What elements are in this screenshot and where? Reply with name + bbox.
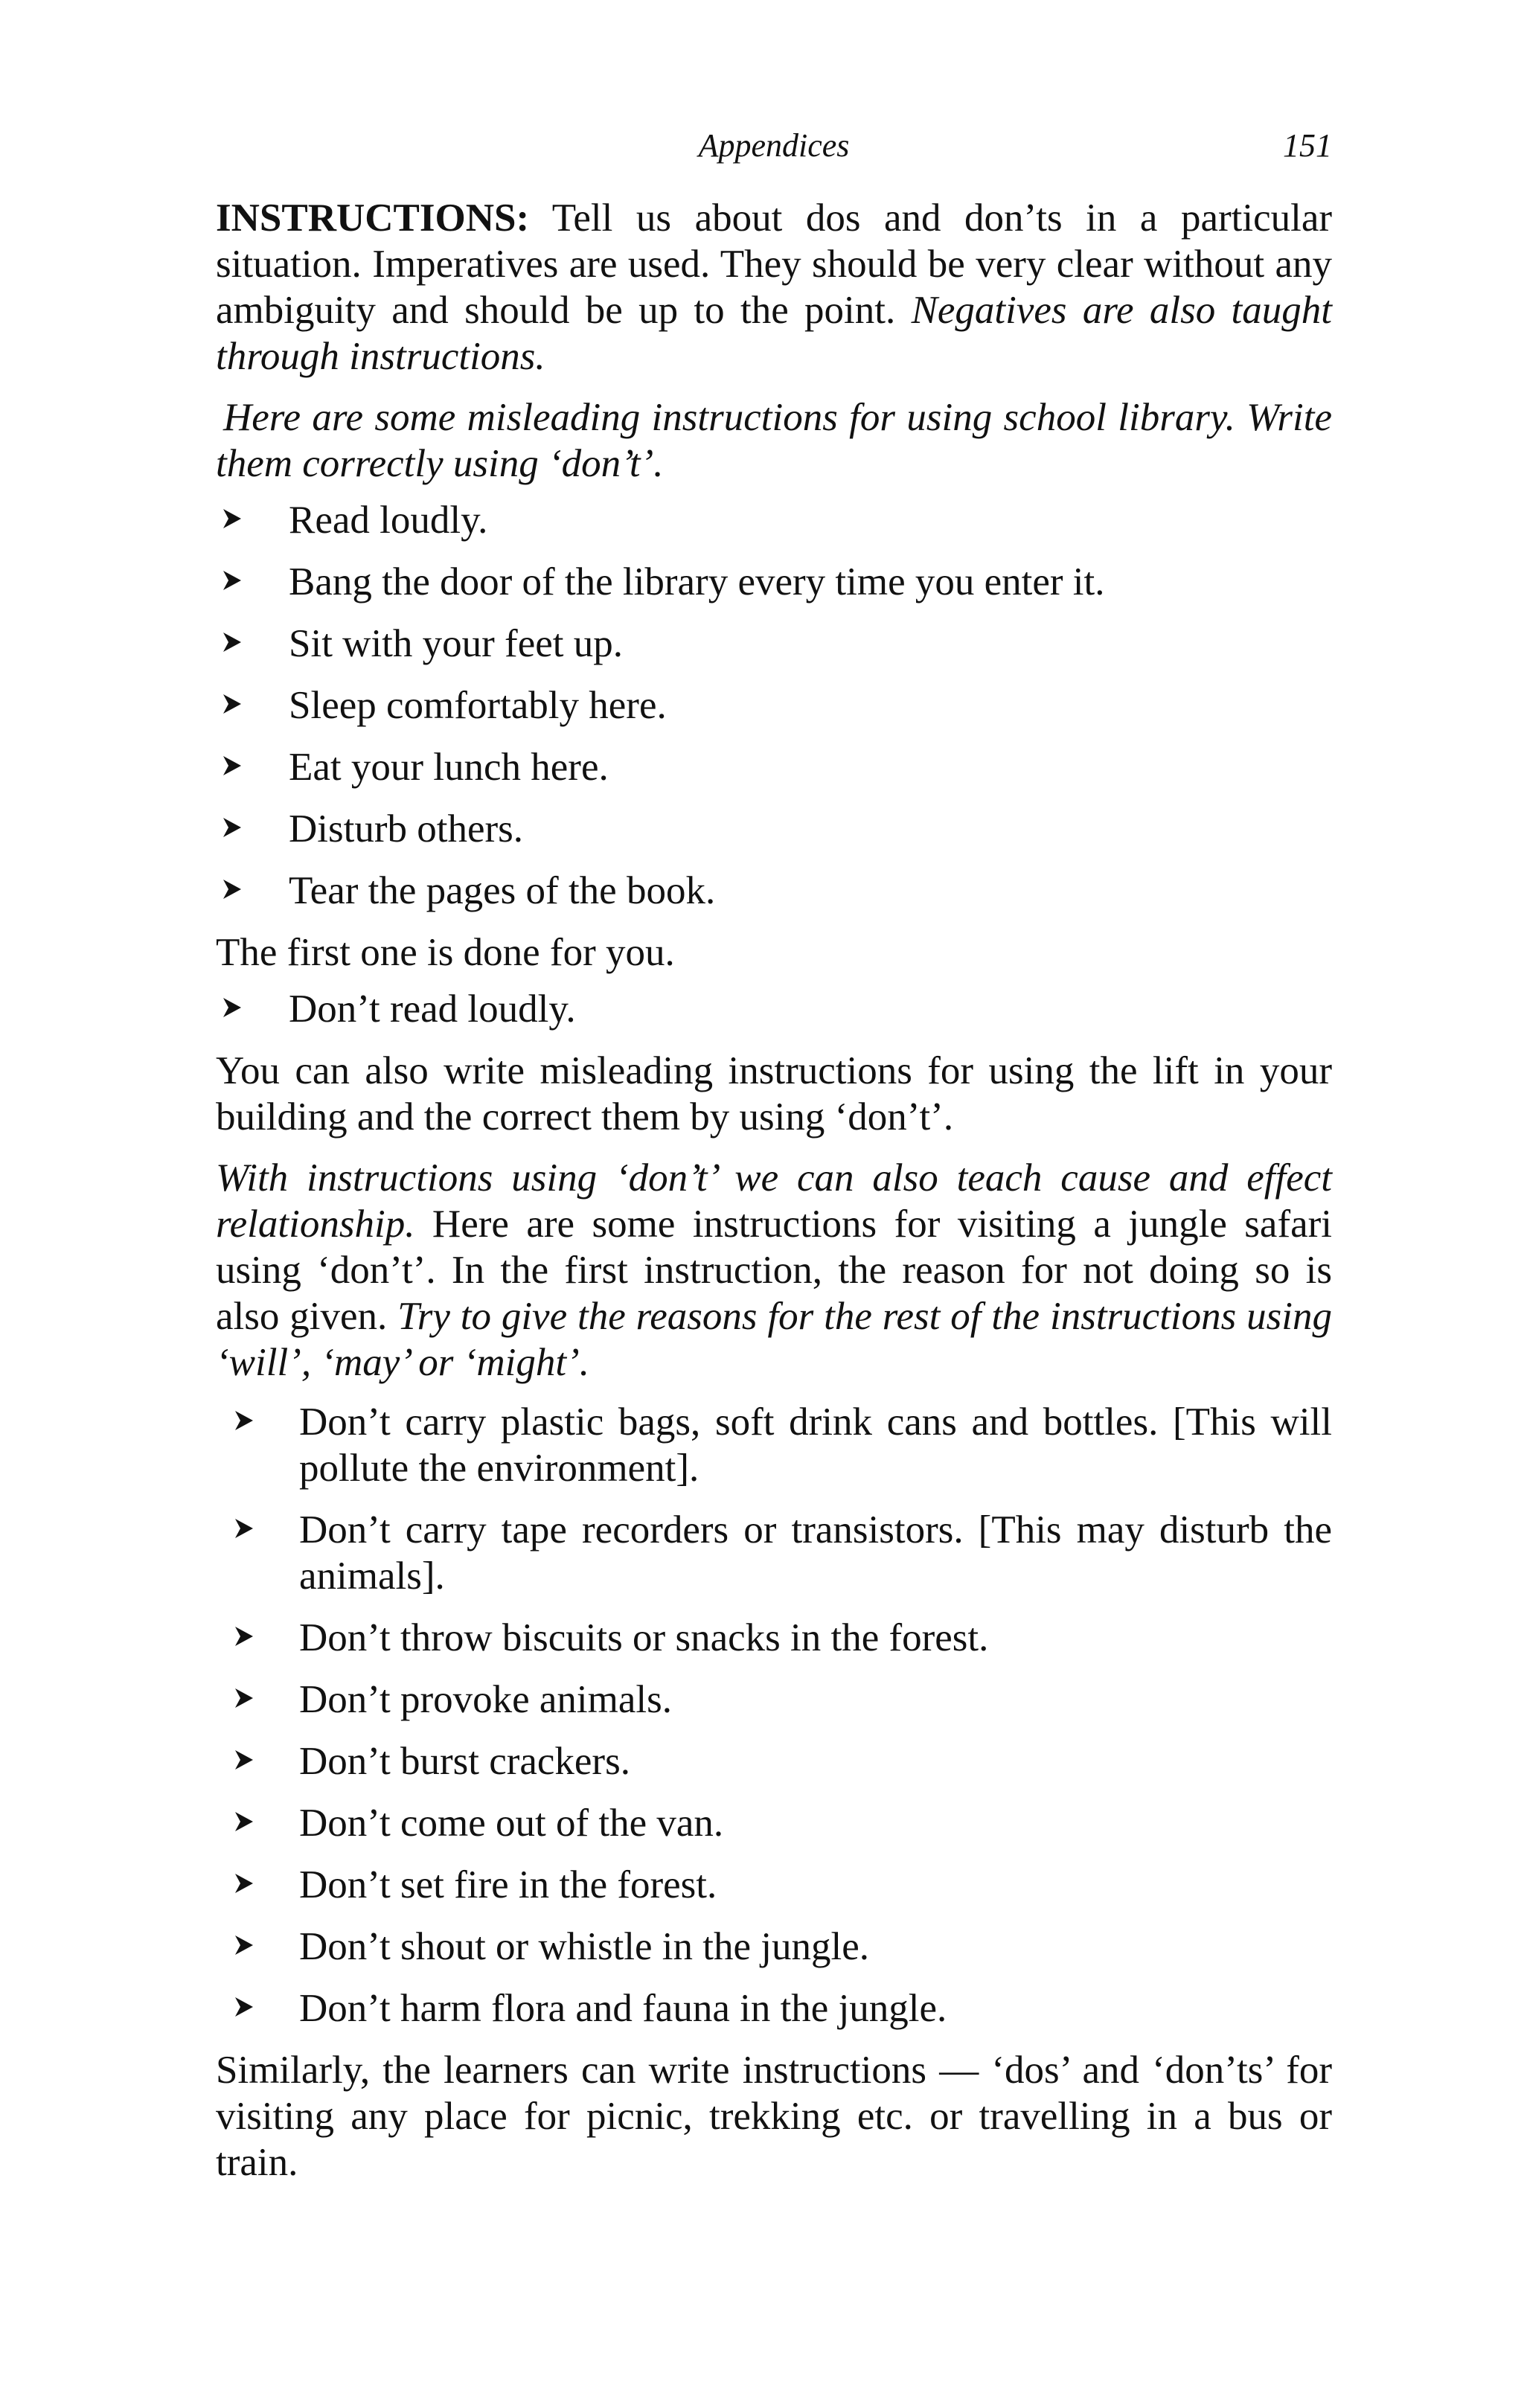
list-item — [216, 1507, 1332, 1599]
arrowhead-bullet-icon — [222, 622, 243, 659]
arrowhead-bullet-icon — [222, 560, 243, 598]
list-item-text: Don’t throw biscuits or snacks in the forest. — [299, 1616, 989, 1659]
page-header — [216, 127, 1332, 179]
list-item — [216, 1677, 1332, 1723]
list-item-text: Sleep comfortably here. — [289, 684, 667, 727]
list-item-text: Disturb others. — [289, 807, 524, 851]
list-item — [216, 1800, 1332, 1846]
intro-paragraph — [216, 195, 1332, 380]
arrowhead-bullet-icon — [234, 1400, 254, 1438]
list-item-text: Don’t come out of the van. — [299, 1802, 724, 1845]
arrowhead-bullet-icon — [234, 1508, 254, 1546]
list-item — [216, 986, 1332, 1032]
list-item — [216, 1985, 1332, 2031]
list-item-text: Don’t set fire in the forest. — [299, 1863, 717, 1906]
list-item — [216, 744, 1332, 790]
arrowhead-bullet-icon — [234, 1863, 254, 1901]
cause-effect-paragraph — [216, 1155, 1332, 1386]
list-item — [216, 1738, 1332, 1784]
arrowhead-bullet-icon — [234, 1925, 254, 1962]
list-item — [216, 682, 1332, 729]
arrowhead-bullet-icon — [222, 499, 243, 536]
list-item-text: Don’t provoke animals. — [299, 1678, 672, 1721]
list-item — [216, 1399, 1332, 1491]
instructions-label: INSTRUCTIONS: — [216, 196, 530, 240]
arrowhead-bullet-icon — [222, 684, 243, 721]
example-text: Don’t read loudly. — [289, 987, 576, 1031]
list-item-text: Don’t shout or whistle in the jungle. — [299, 1925, 869, 1968]
arrowhead-bullet-icon — [234, 1678, 254, 1715]
page-content — [216, 195, 1332, 2186]
arrowhead-bullet-icon — [234, 1740, 254, 1777]
list-item-text: Bang the door of the library every time you enter it. — [289, 560, 1105, 603]
task-library: Here are some misleading instructions for using school library. Write them correctly using ‘don’t’. — [216, 396, 1332, 485]
list-item-text: Eat your lunch here. — [289, 746, 609, 789]
list-item-text: Don’t carry plastic bags, soft drink cans and bottles. [This will pollute the environment]. — [299, 1400, 1332, 1490]
intro-italic: Negatives are also taught through instructions. — [216, 289, 1333, 378]
list-item-text: Don’t carry tape recorders or transistors. [This may disturb the animals]. — [299, 1508, 1332, 1598]
list-item — [216, 497, 1332, 543]
closing-paragraph: Similarly, the learners can write instructions — ‘dos’ and ‘don’ts’ for visiting any place for picnic, trekking etc. or travelling in a bus or train. — [216, 2049, 1332, 2184]
cause-effect-italic-task: Try to give the reasons for the rest of the instructions using ‘will’, ‘may’ or ‘might’. — [216, 1295, 1332, 1384]
running-head: Appendices — [698, 127, 850, 164]
intro-text: Tell us about dos and don’ts in a particular situation. Imperatives are used. They should be very clear without any ambiguity and should be up to the point. — [216, 196, 1332, 332]
list-item — [216, 806, 1332, 852]
list-item-text: Tear the pages of the book. — [289, 869, 716, 912]
example-list — [216, 986, 1332, 1032]
list-item-text: Read loudly. — [289, 499, 488, 542]
first-done-note: The first one is done for you. — [216, 931, 675, 974]
arrowhead-bullet-icon — [234, 1802, 254, 1839]
cause-effect-text: Here are some instructions for visiting a jungle safari using ‘don’t’. In the first instruction, the reason for not doing so is also given. — [216, 1203, 1332, 1338]
lift-paragraph: You can also write misleading instructions for using the lift in your building and the correct them by using ‘don’t’. — [216, 1049, 1332, 1139]
cause-effect-italic: With instructions using ‘don’t’ we can also teach cause and effect relationship. — [216, 1156, 1332, 1246]
list-item-text: Don’t burst crackers. — [299, 1740, 630, 1783]
arrowhead-bullet-icon — [222, 746, 243, 783]
arrowhead-bullet-icon — [222, 987, 243, 1025]
arrowhead-bullet-icon — [222, 807, 243, 845]
arrowhead-bullet-icon — [222, 869, 243, 906]
list-item — [216, 1924, 1332, 1970]
list-item-text: Don’t harm flora and fauna in the jungle. — [299, 1987, 947, 2030]
list-item-text: Sit with your feet up. — [289, 622, 623, 665]
list-item — [216, 1862, 1332, 1908]
misleading-instructions-list — [216, 497, 1332, 914]
arrowhead-bullet-icon — [234, 1616, 254, 1653]
list-item — [216, 1615, 1332, 1661]
arrowhead-bullet-icon — [234, 1987, 254, 2024]
list-item — [216, 621, 1332, 667]
list-item — [216, 868, 1332, 914]
page-number: 151 — [1283, 127, 1332, 164]
jungle-safari-list — [216, 1399, 1332, 2031]
list-item — [216, 559, 1332, 605]
